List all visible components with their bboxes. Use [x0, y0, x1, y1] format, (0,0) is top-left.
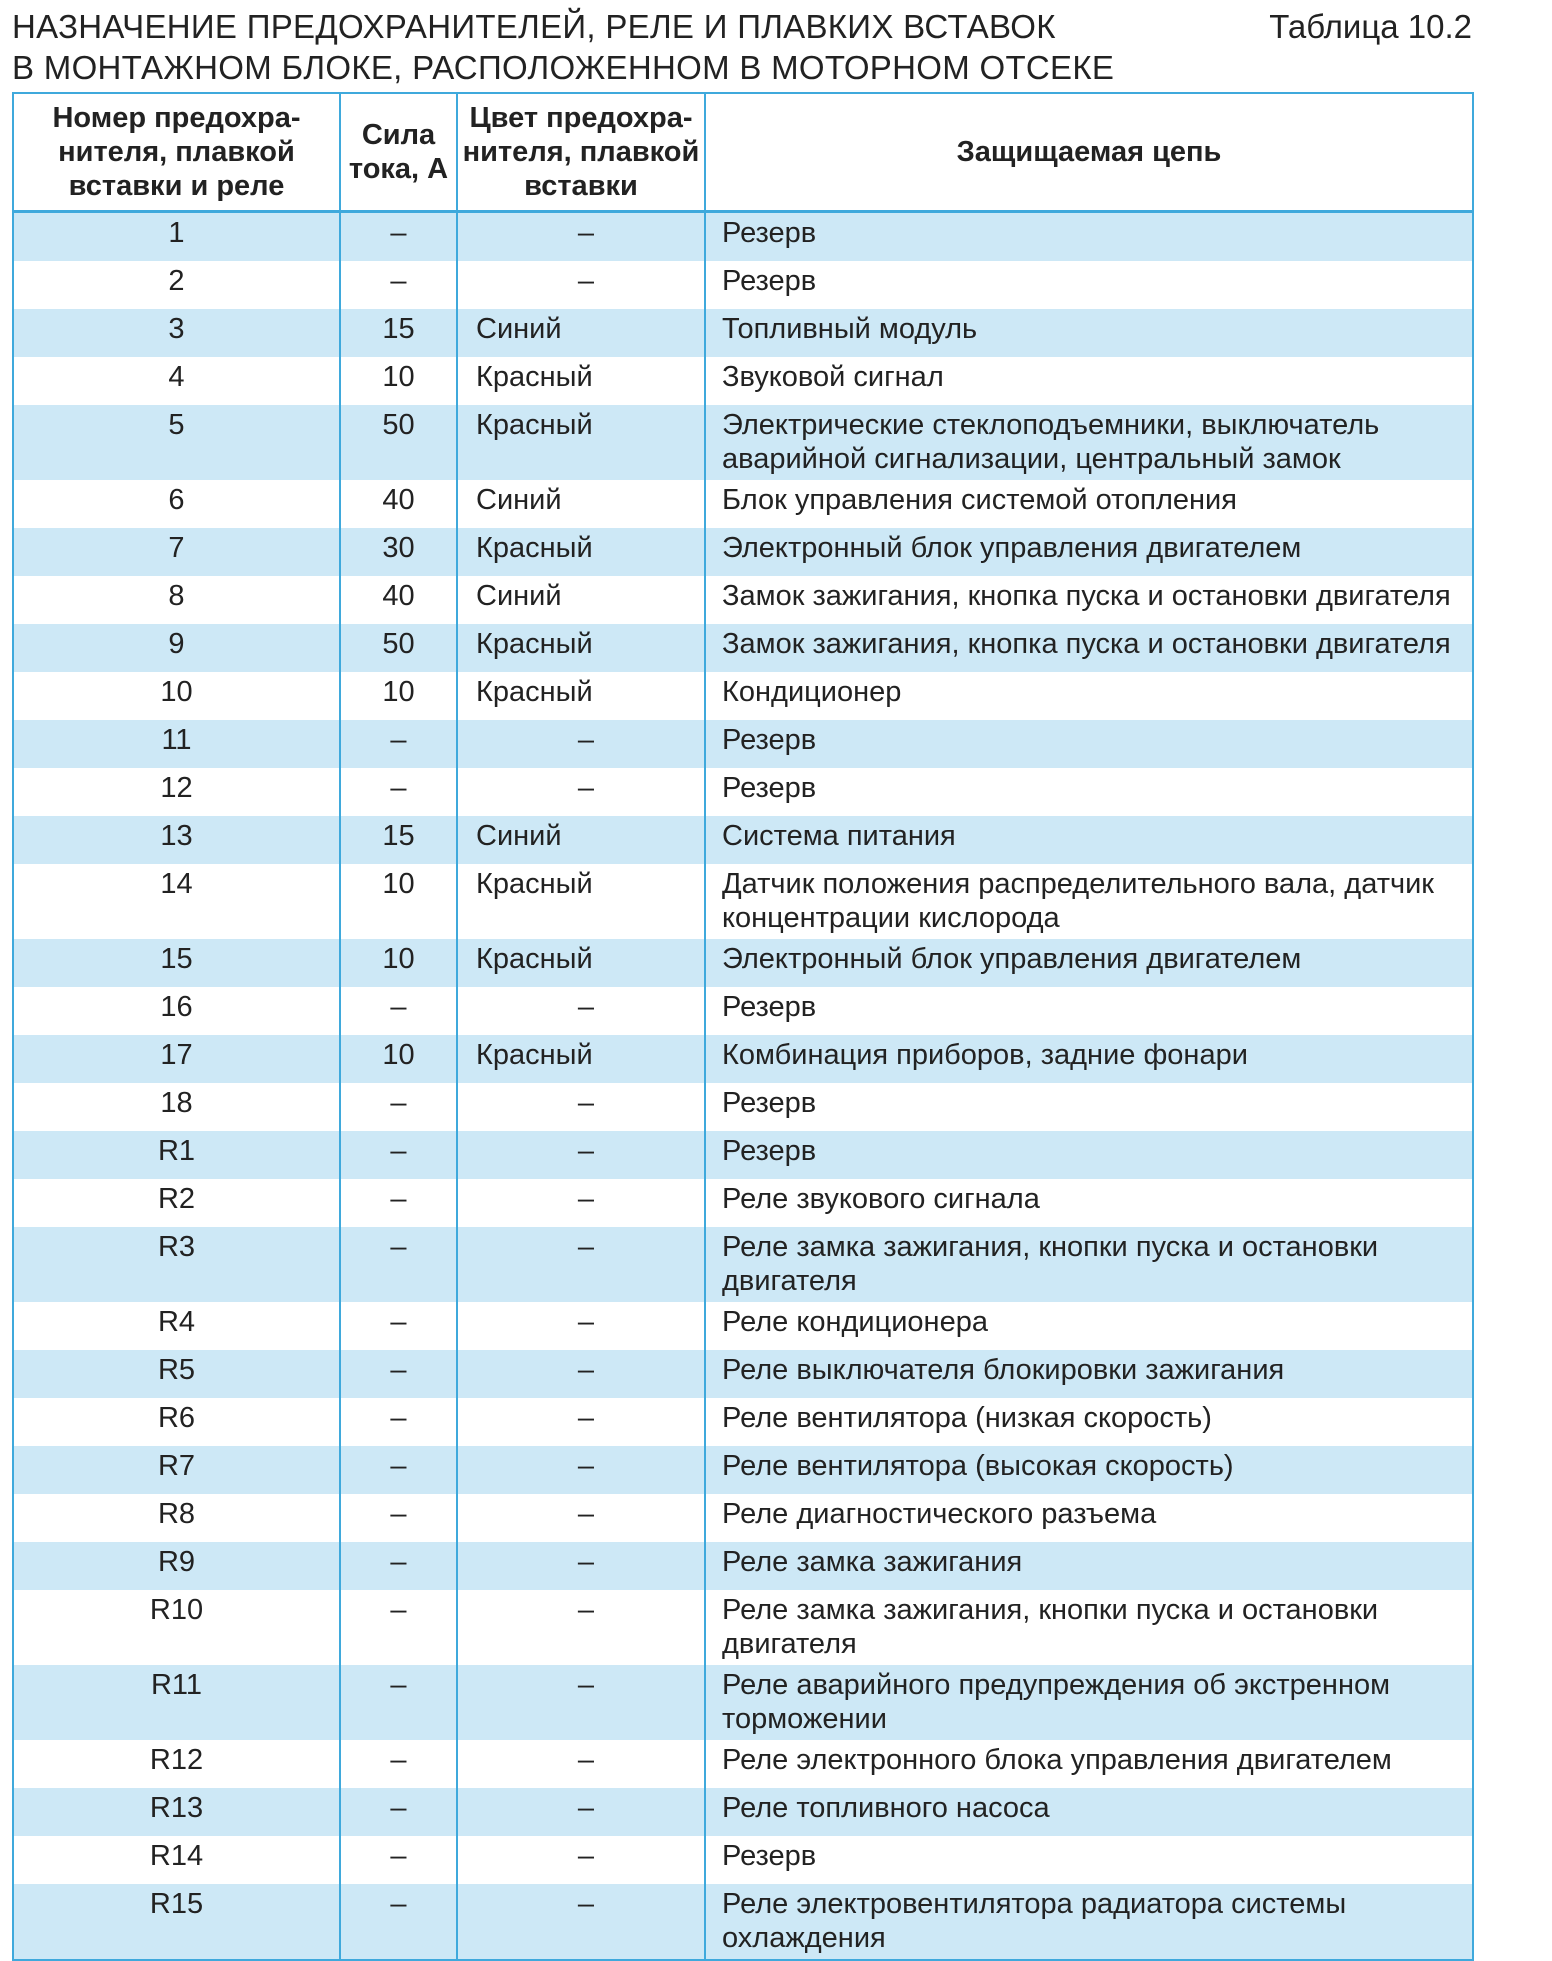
cell-number: 5: [14, 405, 340, 480]
table-row: [14, 864, 1472, 939]
cell-current: –: [340, 261, 457, 309]
cell-color: –: [457, 987, 705, 1035]
cell-color: –: [457, 212, 705, 262]
title-line-1: НАЗНАЧЕНИЕ ПРЕДОХРАНИТЕЛЕЙ, РЕЛЕ И ПЛАВКИХ ВСТАВОК: [12, 8, 1056, 45]
cell-number: R3: [14, 1227, 340, 1302]
cell-current: –: [340, 1836, 457, 1884]
cell-color: –: [457, 1227, 705, 1302]
cell-color: Синий: [457, 576, 705, 624]
cell-current: –: [340, 1227, 457, 1302]
table-body: [14, 212, 1472, 1960]
cell-color: –: [457, 1740, 705, 1788]
table-header-row: [14, 94, 1472, 212]
cell-circuit: Реле диагностического разъема: [705, 1494, 1472, 1542]
cell-color: –: [457, 1350, 705, 1398]
table-row: [14, 309, 1472, 357]
table-row: [14, 261, 1472, 309]
table-row: [14, 1446, 1472, 1494]
cell-current: –: [340, 1542, 457, 1590]
cell-color: –: [457, 1494, 705, 1542]
cell-circuit: Реле электровентилятора радиатора системы охлаждения: [705, 1884, 1472, 1959]
cell-number: R8: [14, 1494, 340, 1542]
table-row: [14, 1740, 1472, 1788]
table-row: [14, 1350, 1472, 1398]
table-row: [14, 1083, 1472, 1131]
cell-circuit: Кондиционер: [705, 672, 1472, 720]
header-color: Цвет предохра-нителя, плавкой вставки: [457, 94, 705, 212]
cell-circuit: Реле выключателя блокировки зажигания: [705, 1350, 1472, 1398]
cell-current: 30: [340, 528, 457, 576]
cell-color: –: [457, 1836, 705, 1884]
table-row: [14, 212, 1472, 262]
cell-number: 3: [14, 309, 340, 357]
table-row: [14, 816, 1472, 864]
table-row: [14, 1836, 1472, 1884]
cell-circuit: Резерв: [705, 768, 1472, 816]
cell-circuit: Комбинация приборов, задние фонари: [705, 1035, 1472, 1083]
cell-color: –: [457, 1083, 705, 1131]
cell-current: 15: [340, 816, 457, 864]
cell-color: Красный: [457, 624, 705, 672]
cell-number: R4: [14, 1302, 340, 1350]
cell-current: –: [340, 212, 457, 262]
cell-color: Красный: [457, 1035, 705, 1083]
cell-current: 10: [340, 672, 457, 720]
cell-circuit: Электрические стеклоподъемники, выключатель аварийной сигнализации, центральный замок: [705, 405, 1472, 480]
cell-circuit: Реле вентилятора (низкая скорость): [705, 1398, 1472, 1446]
table-row: [14, 672, 1472, 720]
cell-number: R15: [14, 1884, 340, 1959]
table-row: [14, 1131, 1472, 1179]
header-current: Сила тока, А: [340, 94, 457, 212]
cell-number: 18: [14, 1083, 340, 1131]
cell-color: –: [457, 1179, 705, 1227]
cell-color: Красный: [457, 405, 705, 480]
cell-number: R10: [14, 1590, 340, 1665]
cell-current: 15: [340, 309, 457, 357]
cell-circuit: Резерв: [705, 1083, 1472, 1131]
cell-number: 8: [14, 576, 340, 624]
cell-current: –: [340, 1788, 457, 1836]
cell-current: 40: [340, 480, 457, 528]
cell-color: –: [457, 1302, 705, 1350]
header-number: Номер предохра-нителя, плавкой вставки и реле: [14, 94, 340, 212]
cell-color: –: [457, 1398, 705, 1446]
cell-color: –: [457, 1542, 705, 1590]
cell-circuit: Резерв: [705, 261, 1472, 309]
table-row: [14, 1302, 1472, 1350]
table-row: [14, 624, 1472, 672]
cell-circuit: Резерв: [705, 1131, 1472, 1179]
cell-circuit: Система питания: [705, 816, 1472, 864]
cell-number: 12: [14, 768, 340, 816]
cell-current: 10: [340, 864, 457, 939]
cell-current: –: [340, 1179, 457, 1227]
cell-number: 10: [14, 672, 340, 720]
cell-circuit: Резерв: [705, 1836, 1472, 1884]
cell-current: 10: [340, 357, 457, 405]
table-row: [14, 768, 1472, 816]
table-number: Таблица 10.2: [1269, 8, 1472, 45]
cell-color: –: [457, 1590, 705, 1665]
cell-circuit: Резерв: [705, 987, 1472, 1035]
table-row: [14, 480, 1472, 528]
table-row: [14, 1035, 1472, 1083]
cell-circuit: Звуковой сигнал: [705, 357, 1472, 405]
cell-current: –: [340, 768, 457, 816]
cell-number: 4: [14, 357, 340, 405]
title-block: [12, 6, 1472, 88]
cell-current: 50: [340, 405, 457, 480]
cell-color: Синий: [457, 480, 705, 528]
table-row: [14, 1590, 1472, 1665]
cell-circuit: Электронный блок управления двигателем: [705, 939, 1472, 987]
cell-circuit: Реле замка зажигания, кнопки пуска и остановки двигателя: [705, 1590, 1472, 1665]
cell-number: R13: [14, 1788, 340, 1836]
cell-number: R12: [14, 1740, 340, 1788]
cell-circuit: Датчик положения распределительного вала, датчик концентрации кислорода: [705, 864, 1472, 939]
cell-circuit: Реле аварийного предупреждения об экстренном торможении: [705, 1665, 1472, 1740]
cell-color: Красный: [457, 864, 705, 939]
cell-number: 13: [14, 816, 340, 864]
table-row: [14, 1494, 1472, 1542]
cell-circuit: Реле замка зажигания, кнопки пуска и остановки двигателя: [705, 1227, 1472, 1302]
cell-color: –: [457, 1131, 705, 1179]
fuse-table: [14, 94, 1472, 1959]
cell-current: –: [340, 1494, 457, 1542]
cell-number: R14: [14, 1836, 340, 1884]
table-row: [14, 528, 1472, 576]
cell-current: –: [340, 1884, 457, 1959]
cell-color: –: [457, 261, 705, 309]
cell-number: 14: [14, 864, 340, 939]
cell-color: –: [457, 768, 705, 816]
cell-color: Синий: [457, 816, 705, 864]
cell-color: –: [457, 1665, 705, 1740]
cell-current: –: [340, 1131, 457, 1179]
cell-current: –: [340, 1590, 457, 1665]
table-row: [14, 1788, 1472, 1836]
table-row: [14, 1884, 1472, 1959]
cell-number: R5: [14, 1350, 340, 1398]
cell-circuit: Блок управления системой отопления: [705, 480, 1472, 528]
table-row: [14, 1665, 1472, 1740]
cell-current: –: [340, 1740, 457, 1788]
cell-current: –: [340, 987, 457, 1035]
table-row: [14, 1227, 1472, 1302]
cell-color: –: [457, 1884, 705, 1959]
cell-circuit: Электронный блок управления двигателем: [705, 528, 1472, 576]
table-row: [14, 357, 1472, 405]
cell-number: 15: [14, 939, 340, 987]
cell-color: Красный: [457, 939, 705, 987]
cell-current: –: [340, 720, 457, 768]
cell-circuit: Реле замка зажигания: [705, 1542, 1472, 1590]
cell-current: –: [340, 1665, 457, 1740]
cell-number: R6: [14, 1398, 340, 1446]
table-row: [14, 720, 1472, 768]
cell-number: 6: [14, 480, 340, 528]
cell-current: –: [340, 1446, 457, 1494]
cell-color: Синий: [457, 309, 705, 357]
cell-circuit: Резерв: [705, 212, 1472, 262]
cell-circuit: Резерв: [705, 720, 1472, 768]
table-row: [14, 987, 1472, 1035]
table-row: [14, 405, 1472, 480]
cell-color: Красный: [457, 672, 705, 720]
cell-number: 1: [14, 212, 340, 262]
cell-circuit: Топливный модуль: [705, 309, 1472, 357]
cell-current: –: [340, 1398, 457, 1446]
table-row: [14, 1542, 1472, 1590]
cell-current: –: [340, 1083, 457, 1131]
cell-circuit: Реле топливного насоса: [705, 1788, 1472, 1836]
cell-circuit: Реле электронного блока управления двигателем: [705, 1740, 1472, 1788]
cell-current: 10: [340, 1035, 457, 1083]
cell-number: 17: [14, 1035, 340, 1083]
fuse-table-container: [12, 92, 1474, 1961]
cell-circuit: Реле кондиционера: [705, 1302, 1472, 1350]
cell-number: R2: [14, 1179, 340, 1227]
cell-number: R11: [14, 1665, 340, 1740]
header-circuit: Защищаемая цепь: [705, 94, 1472, 212]
cell-current: –: [340, 1302, 457, 1350]
cell-current: 40: [340, 576, 457, 624]
table-row: [14, 576, 1472, 624]
cell-color: Красный: [457, 357, 705, 405]
cell-current: 50: [340, 624, 457, 672]
title-line-2: В МОНТАЖНОМ БЛОКЕ, РАСПОЛОЖЕННОМ В МОТОРНОМ ОТСЕКЕ: [12, 49, 1115, 86]
cell-circuit: Реле вентилятора (высокая скорость): [705, 1446, 1472, 1494]
table-row: [14, 1179, 1472, 1227]
cell-number: R7: [14, 1446, 340, 1494]
cell-color: –: [457, 1446, 705, 1494]
cell-number: R9: [14, 1542, 340, 1590]
cell-circuit: Реле звукового сигнала: [705, 1179, 1472, 1227]
table-row: [14, 939, 1472, 987]
cell-current: –: [340, 1350, 457, 1398]
cell-color: Красный: [457, 528, 705, 576]
cell-number: 2: [14, 261, 340, 309]
cell-number: 7: [14, 528, 340, 576]
cell-circuit: Замок зажигания, кнопка пуска и остановки двигателя: [705, 624, 1472, 672]
cell-circuit: Замок зажигания, кнопка пуска и остановки двигателя: [705, 576, 1472, 624]
cell-current: 10: [340, 939, 457, 987]
cell-number: 11: [14, 720, 340, 768]
cell-number: 16: [14, 987, 340, 1035]
cell-number: 9: [14, 624, 340, 672]
cell-color: –: [457, 720, 705, 768]
table-row: [14, 1398, 1472, 1446]
cell-number: R1: [14, 1131, 340, 1179]
cell-color: –: [457, 1788, 705, 1836]
